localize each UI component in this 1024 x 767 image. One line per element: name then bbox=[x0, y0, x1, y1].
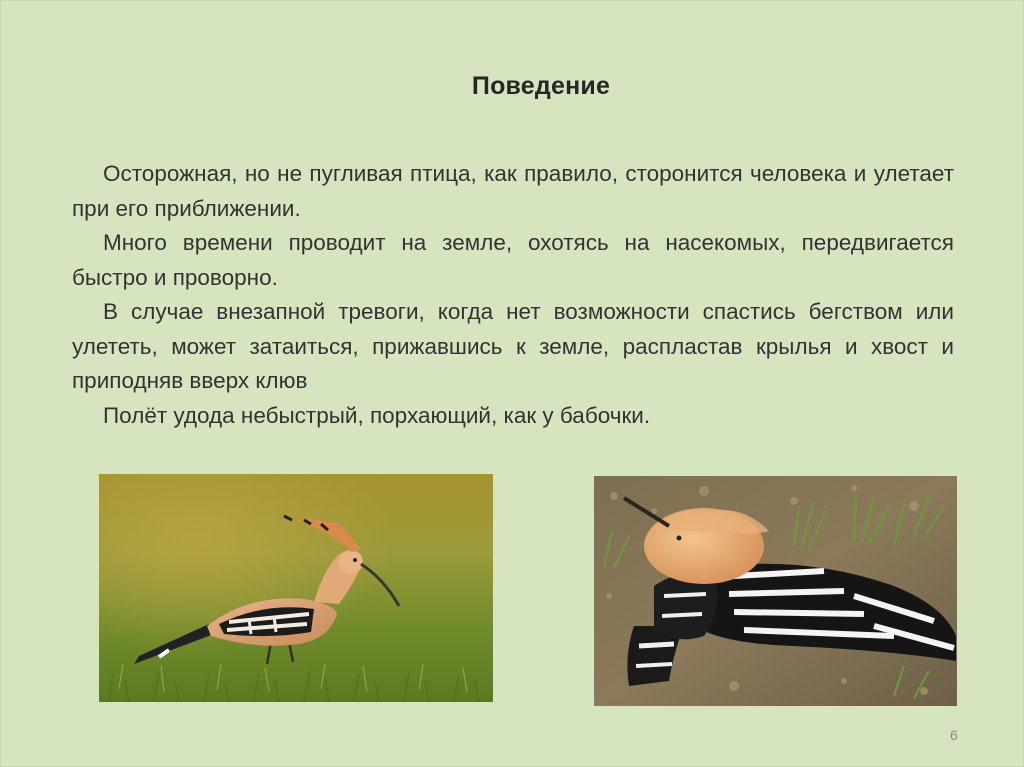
paragraph-2: Много времени проводит на земле, охотясь на насекомых, передвигается быстро и проворно. bbox=[72, 230, 954, 290]
paragraph-1: Осторожная, но не пугливая птица, как правило, сторонится человека и улетает при его приближении. bbox=[72, 161, 954, 221]
page-number: 6 bbox=[950, 727, 958, 743]
paragraph-3: В случае внезапной тревоги, когда нет возможности спастись бегством или улететь, может затаиться, прижавшись к земле, распластав крылья и хвост и приподняв вверх клюв bbox=[72, 299, 954, 393]
paragraph-4: Полёт удода небыстрый, порхающий, как у бабочки. bbox=[103, 402, 651, 428]
slide-title: Поведение bbox=[471, 72, 611, 100]
hoopoe-sunbathing-photo bbox=[594, 476, 957, 706]
hoopoe-standing-photo bbox=[99, 474, 493, 702]
slide-body bbox=[72, 157, 954, 433]
